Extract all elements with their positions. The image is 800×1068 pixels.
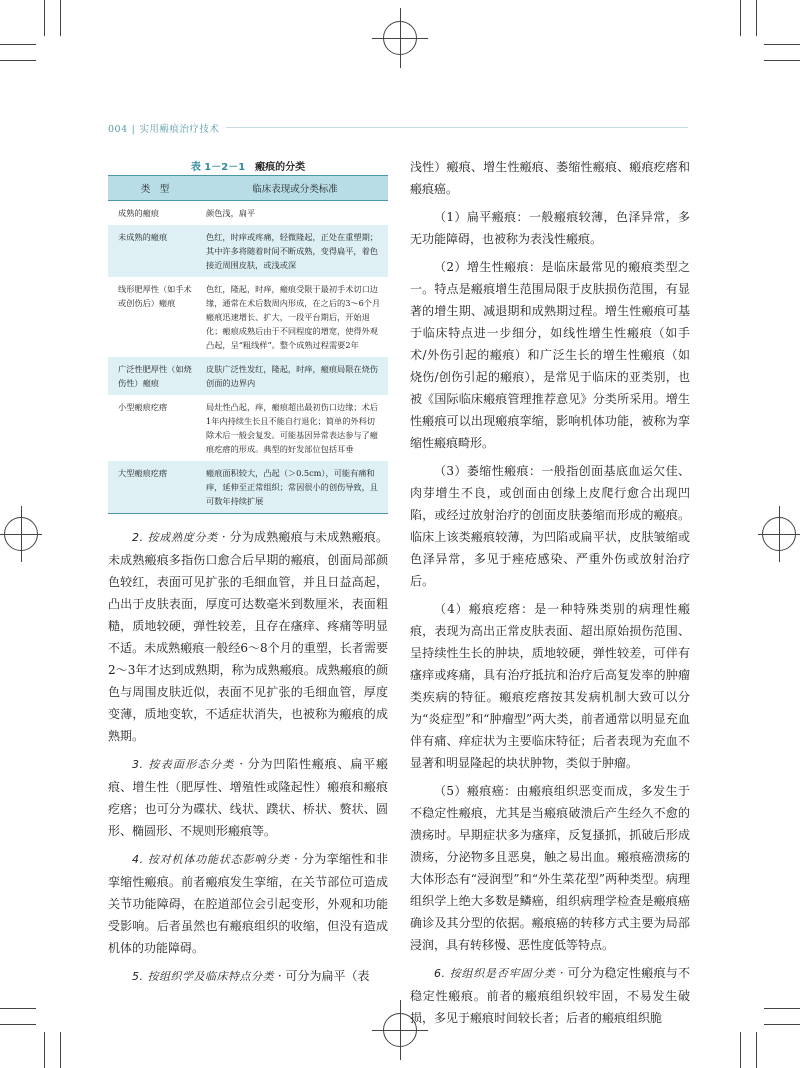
table-cell-type: 未成熟的瘢痕 (118, 232, 168, 242)
table-cell-type: 线形肥厚性（如手术或创伤后）瘢痕 (118, 284, 192, 308)
table-number: 表 1－2－1 (190, 162, 246, 173)
table-cell-desc: 瘢痕面积较大，凸起（＞0.5cm），可能有痛和痒，延伸至正常组织；常因很小的创伤导致，且可数年持续扩展 (206, 468, 378, 506)
crop-mark-bl-h2 (0, 1008, 36, 1009)
crop-mark-tl-v2 (60, 0, 61, 36)
paragraph-body: 可分为稳定性瘢痕与不稳定性瘢痕。前者的瘢痕组织较牢固，不易发生破损，多见于瘢痕时间较长者；后者的瘢痕组织脆 (410, 966, 690, 1025)
table-cell-type: 广泛性肥厚性（如烧伤性）瘢痕 (118, 364, 192, 388)
paragraph-maturity: 2. 按成熟度分类 · 分为成熟瘢痕与未成熟瘢痕。未成熟瘢痕多指伤口愈合后早期的瘢痕，创面局部颜色较红，表面可见扩张的毛细血管，并且日益高起，凸出于皮肤表面，厚度可达数毫米到数厘米，表面粗糙，质地较硬，弹性较差，且存在瘙痒、疼痛等明显不适。未成熟瘢痕一般经6～8个月的重塑，长者需要2～3年才达到成熟期，称为成熟瘢痕。成熟瘢痕的颜色与周围皮肤近似，表面不见扩张的毛细血管，厚度变薄，质地变软，不适症状消失，也被称为瘢痕的成熟期。 (108, 530, 388, 743)
table-cell-desc: 色红，时痒或疼痛，轻微隆起，正处在重塑期；其中许多将随着时间不断成熟，变得扁平，着色接近周围皮肤，或浅或深 (206, 232, 378, 270)
classification-table (108, 175, 388, 514)
table-row (108, 201, 388, 225)
paragraph-flat-scar: （1）扁平瘢痕：一般瘢痕较薄，色泽异常，多无功能障碍，也被称为表浅性瘢痕。 (410, 210, 690, 246)
page-number: 004 (108, 124, 128, 135)
table-header-type: 类 型 (140, 184, 170, 195)
section-heading: 5. 按组织学及临床特点分类 (132, 970, 274, 983)
left-column (108, 526, 388, 988)
table-row (108, 395, 388, 461)
table-row (108, 277, 388, 357)
crop-mark-tl-v (44, 0, 45, 36)
table-row (108, 357, 388, 395)
crop-mark-tr-h2 (764, 60, 800, 61)
paragraph-continuation: 浅性）瘢痕、增生性瘢痕、萎缩性瘢痕、瘢痕疙瘩和瘢痕癌。 (410, 160, 690, 196)
table-cell-type: 成熟的瘢痕 (118, 208, 159, 218)
crop-mark-bl-v (44, 1032, 45, 1068)
table-header-row (108, 175, 388, 201)
section-heading: 3. 按表面形态分类 (132, 758, 235, 771)
paragraph-hypertrophic-scar: （2）增生性瘢痕：是临床最常见的瘢痕类型之一。特点是瘢痕增生范围局限于皮肤损伤范围，有显著的增生期、减退期和成熟期过程。增生性瘢痕可基于临床特点进一步细分，如线性增生性瘢痕（如手术/外伤引起的瘢痕）和广泛生长的增生性瘢痕（如烧伤/创伤引起的瘢痕），是常见于临床的亚类别，也被《国际临床瘢痕管理推荐意见》分类所采用。增生性瘢痕可以出现瘢痕挛缩，影响机体功能，被称为挛缩性瘢痕畸形。 (410, 260, 690, 450)
paragraph-stability: 6. 按组织是否牢固分类 · 可分为稳定性瘢痕与不稳定性瘢痕。前者的瘢痕组织较牢固，不易发生破损，多见于瘢痕时间较长者；后者的瘢痕组织脆 (410, 966, 690, 1025)
crop-mark-br-v (756, 1032, 757, 1068)
section-heading: 4. 按对机体功能状态影响分类 (132, 853, 290, 866)
section-heading: 2. 按成熟度分类 (132, 531, 218, 544)
table-caption (108, 158, 388, 173)
crop-mark-tl-h (0, 44, 36, 45)
table-cell-desc: 色红，隆起，时痒，瘢痕受限于最初手术切口边缘，通常在术后数周内形成，在之后的3～6个月瘢痕迅速增长、扩大，一段平台期后，开始退化；瘢痕成熟后由于不同程度的增宽，使得外观凸起，呈“粗线样”。整个成熟过程需要2年 (206, 284, 381, 350)
header-rule (226, 127, 688, 128)
table-cell-type: 小型瘢痕疙瘩 (118, 402, 168, 412)
paragraph-histology: 5. 按组织学及临床特点分类 · 可分为扁平（表 (132, 969, 370, 983)
crop-mark-bl-v2 (60, 1032, 61, 1068)
crop-mark-br-v2 (740, 1032, 741, 1068)
crop-mark-tr-h (764, 44, 800, 45)
table-cell-desc: 局灶性凸起，痒，瘢痕超出最初伤口边缘；术后1年内持续生长且不能自行退化；简单的外科切除术后一般会复发。可能基因异常表达参与了瘢痕疙瘩的形成。典型的好发部位包括耳垂 (206, 402, 378, 454)
paragraph-body: 可分为扁平（表 (285, 969, 370, 983)
crop-mark-tl-h2 (0, 60, 36, 61)
table-cell-type: 大型瘢痕疙瘩 (118, 468, 168, 478)
crop-mark-bl-h (0, 1024, 36, 1025)
table-title: 瘢痕的分类 (255, 162, 306, 173)
right-column (410, 156, 690, 1029)
section-heading: 6. 按组织是否牢固分类 (434, 967, 556, 980)
table-row (108, 461, 388, 514)
paragraph-function: 4. 按对机体功能状态影响分类 · 分为挛缩性和非挛缩性瘢痕。前者瘢痕发生挛缩，在关节部位可造成关节功能障碍，在腔道部位会引起变形，外观和功能受影响。后者虽然也有瘢痕组织的收缩，但没有造成机体的功能障碍。 (108, 852, 388, 955)
running-header: 004 | 实用瘢痕治疗技术 (108, 121, 688, 135)
crop-mark-br-h (764, 1024, 800, 1025)
paragraph-keloid: （4）瘢痕疙瘩：是一种特殊类别的病理性瘢痕，表现为高出正常皮肤表面、超出原始损伤范围、呈持续性生长的肿块，质地较硬，弹性较差，可伴有瘙痒或疼痛，具有治疗抵抗和治疗后高复发率的肿瘤类疾病的特征。瘢痕疙瘩按其发病机制大致可以分为“炎症型”和“肿瘤型”两大类，前者通常以明显充血伴有痛、痒症状为主要临床特征；后者表现为充血不显著和明显隆起的块状肿物，类似于肿瘤。 (410, 602, 690, 770)
crop-mark-tr-v (756, 0, 757, 36)
table-header-desc: 临床表现或分类标准 (252, 184, 338, 195)
paragraph-scar-carcinoma: （5）瘢痕癌：由瘢痕组织恶变而成，多发生于不稳定性瘢痕，尤其是当瘢痕破溃后产生经久不愈的溃疡时。早期症状多为瘙痒，反复搔抓，抓破后形成溃疡，分泌物多且恶臭，触之易出血。瘢痕癌溃疡的大体形态有“浸润型”和“外生菜花型”两种类型。病理组织学上绝大多数是鳞癌，组织病理学检查是瘢痕癌确诊及其分型的依据。瘢痕癌的转移方式主要为局部浸润，具有转移慢、恶性度低等特点。 (410, 784, 690, 952)
book-title: 实用瘢痕治疗技术 (139, 124, 220, 135)
paragraph-atrophic-scar: （3）萎缩性瘢痕：一般指创面基底血运欠佳、肉芽增生不良，或创面由创缘上皮爬行愈合出现凹陷，或经过放射治疗的创面皮肤萎缩而形成的瘢痕。临床上该类瘢痕较薄，为凹陷或扁平状，皮肤皱缩或色泽异常，多见于痤疮感染、严重外伤或放射治疗后。 (410, 464, 690, 588)
paragraph-body: 分为挛缩性和非挛缩性瘢痕。前者瘢痕发生挛缩，在关节部位可造成关节功能障碍，在腔道部位会引起变形，外观和功能受影响。后者虽然也有瘢痕组织的收缩，但没有造成机体的功能障碍。 (108, 852, 388, 955)
table-cell-desc: 皮肤广泛性发红，隆起，时痒，瘢痕局限在烧伤创面的边界内 (206, 364, 378, 388)
crop-mark-tr-v2 (740, 0, 741, 36)
table-row (108, 225, 388, 277)
crop-mark-br-h2 (764, 1008, 800, 1009)
paragraph-body: 分为成熟瘢痕与未成熟瘢痕。未成熟瘢痕多指伤口愈合后早期的瘢痕，创面局部颜色较红，表面可见扩张的毛细血管，并且日益高起，凸出于皮肤表面，厚度可达数毫米到数厘米，表面粗糙，质地较硬，弹性较差，且存在瘙痒、疼痛等明显不适。未成熟瘢痕一般经6～8个月的重塑，长者需要2～3年才达到成熟期，称为成熟瘢痕。成熟瘢痕的颜色与周围皮肤近似，表面不见扩张的毛细血管，厚度变薄，质地变软，不适症状消失，也被称为瘢痕的成熟期。 (108, 530, 388, 743)
table-cell-desc: 颜色浅，扁平 (206, 208, 256, 218)
paragraph-morphology: 3. 按表面形态分类 · 分为凹陷性瘢痕、扁平瘢痕、增生性（肥厚性、增殖性或隆起性）瘢痕和瘢痕疙瘩；也可分为碟状、线状、蹼状、桥状、赘状、圆形、椭圆形、不规则形瘢痕等。 (108, 757, 388, 838)
paragraph-body: 分为凹陷性瘢痕、扁平瘢痕、增生性（肥厚性、增殖性或隆起性）瘢痕和瘢痕疙瘩；也可分为碟状、线状、蹼状、桥状、赘状、圆形、椭圆形、不规则形瘢痕等。 (108, 757, 388, 838)
